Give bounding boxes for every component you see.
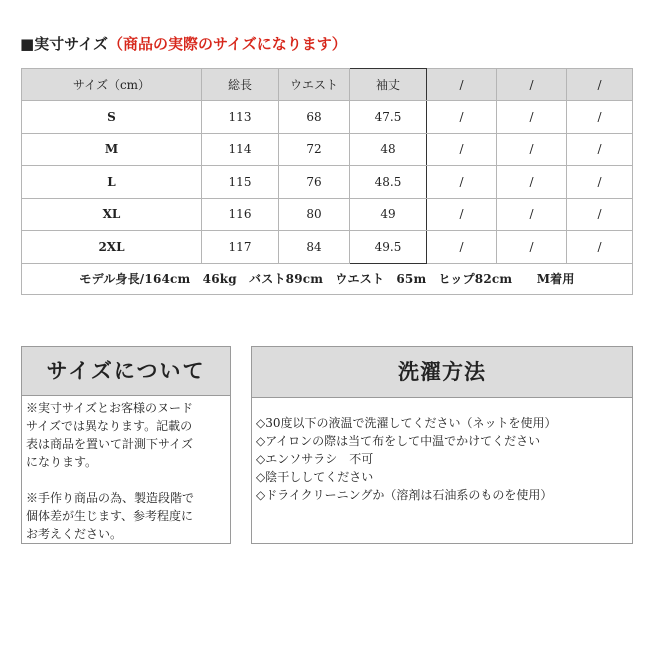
header-empty: / — [427, 69, 497, 101]
empty-cell: / — [497, 166, 567, 199]
empty-cell: / — [497, 231, 567, 264]
empty-cell: / — [567, 166, 633, 199]
header-sleeve: 袖丈 — [350, 69, 427, 101]
table-row — [22, 166, 633, 199]
length-cell: 114 — [202, 133, 279, 166]
empty-cell: / — [497, 133, 567, 166]
size-cell: 2XL — [22, 231, 202, 264]
washing-body — [252, 398, 632, 507]
waist-cell: 80 — [279, 198, 350, 231]
empty-cell: / — [427, 231, 497, 264]
empty-cell: / — [427, 198, 497, 231]
empty-cell: / — [427, 101, 497, 134]
waist-cell: 68 — [279, 101, 350, 134]
size-info-panel — [21, 346, 231, 544]
length-cell: 116 — [202, 198, 279, 231]
sleeve-cell: 47.5 — [350, 101, 427, 134]
empty-cell: / — [567, 101, 633, 134]
model-info-row — [22, 263, 633, 295]
size-info-title: サイズについて — [22, 347, 230, 396]
washing-panel — [251, 346, 633, 544]
header-empty: / — [497, 69, 567, 101]
length-cell: 117 — [202, 231, 279, 264]
table-row — [22, 231, 633, 264]
table-row — [22, 198, 633, 231]
empty-cell: / — [497, 198, 567, 231]
sleeve-cell: 48.5 — [350, 166, 427, 199]
size-info-line: ※実寸サイズとお客様のヌード — [26, 401, 194, 415]
size-info-line: になります。 — [26, 455, 98, 469]
washing-line: ◇陰干ししてください — [256, 470, 374, 484]
heading-note: （商品の実際のサイズになります） — [107, 35, 347, 53]
empty-cell: / — [497, 101, 567, 134]
size-info-body — [22, 396, 230, 546]
length-cell: 113 — [202, 101, 279, 134]
size-table — [21, 68, 633, 295]
header-length: 総長 — [202, 69, 279, 101]
empty-cell: / — [427, 133, 497, 166]
washing-line: ◇30度以下の液温で洗濯してください（ネットを使用） — [256, 416, 557, 430]
section-heading — [20, 33, 347, 54]
size-info-line: 表は商品を置いて計測下サイズ — [26, 437, 194, 451]
washing-title: 洗濯方法 — [252, 347, 632, 398]
size-info-line: ※手作り商品の為、製造段階で — [26, 491, 195, 505]
paragraph-gap — [26, 471, 226, 489]
waist-cell: 84 — [279, 231, 350, 264]
heading-label: ■実寸サイズ — [20, 35, 108, 53]
washing-line: ◇ドライクリーニングか（溶剤は石油系のものを使用） — [256, 488, 553, 502]
washing-line: ◇エンソサラシ 不可 — [256, 452, 374, 466]
table-row — [22, 133, 633, 166]
waist-cell: 76 — [279, 166, 350, 199]
size-cell: XL — [22, 198, 202, 231]
washing-line: ◇アイロンの際は当て布をして中温でかけてください — [256, 434, 541, 448]
empty-cell: / — [567, 231, 633, 264]
size-cell: M — [22, 133, 202, 166]
model-info: モデル身長/164cm 46kg バスト89cm ウエスト 65m ヒップ82cm M着用 — [22, 263, 633, 295]
size-cell: L — [22, 166, 202, 199]
waist-cell: 72 — [279, 133, 350, 166]
length-cell: 115 — [202, 166, 279, 199]
header-waist: ウエスト — [279, 69, 350, 101]
header-empty: / — [567, 69, 633, 101]
header-size: サイズ（cm） — [22, 69, 202, 101]
sleeve-cell: 48 — [350, 133, 427, 166]
size-info-line: 個体差が生じます、参考程度に — [26, 509, 194, 523]
size-cell: S — [22, 101, 202, 134]
size-info-line: サイズでは異なります。記載の — [26, 419, 193, 433]
empty-cell: / — [567, 133, 633, 166]
size-table-header-row — [22, 69, 633, 101]
empty-cell: / — [567, 198, 633, 231]
size-info-line: お考えください。 — [26, 527, 123, 541]
sleeve-cell: 49.5 — [350, 231, 427, 264]
sleeve-cell: 49 — [350, 198, 427, 231]
table-row — [22, 101, 633, 134]
empty-cell: / — [427, 166, 497, 199]
